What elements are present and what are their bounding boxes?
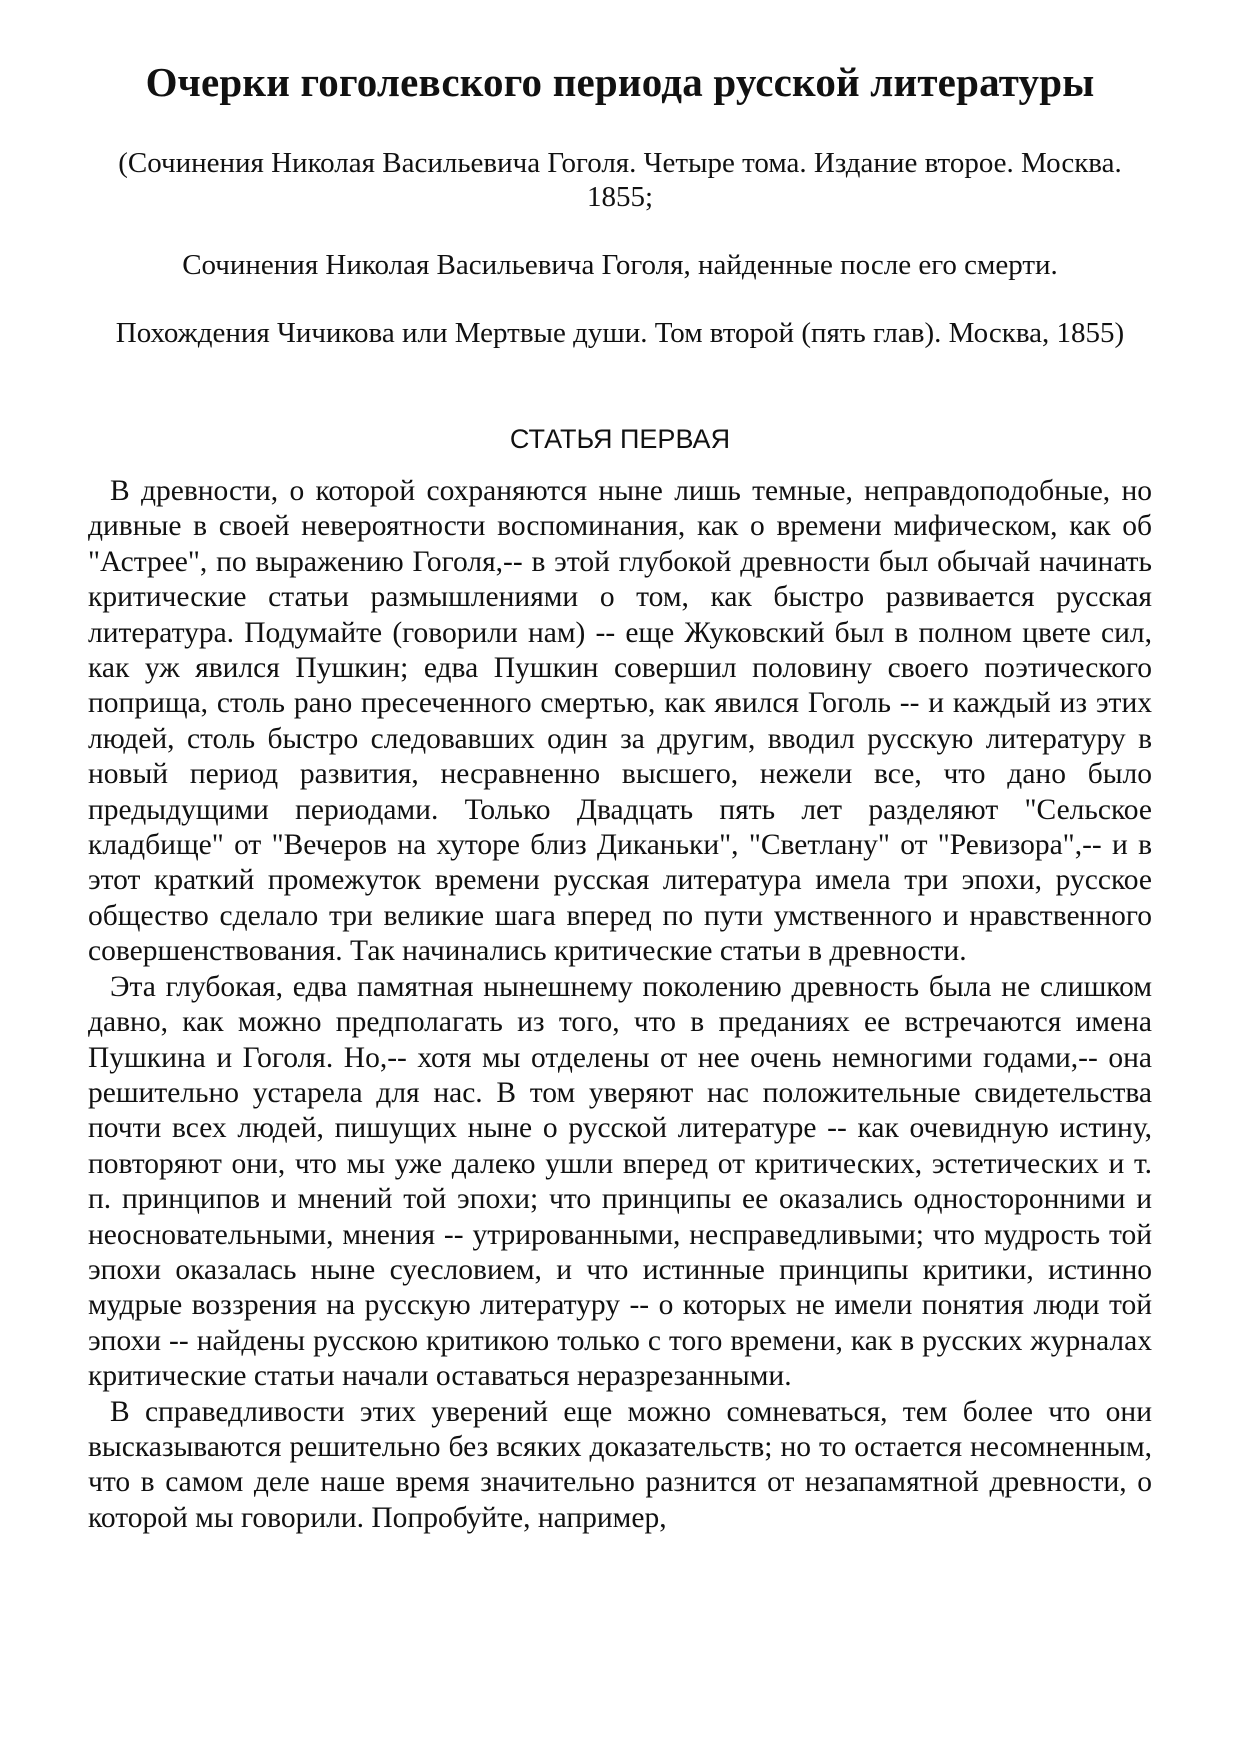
body-paragraph: В древности, о которой сохраняются ныне лишь темные, неправдоподобные, но дивные в своей невероятности воспоминания, как о времени мифическом, как об "Астрее", по выражению Гоголя,-- в этой глубокой древности был обычай начинать критические статьи размышлениями о том, как быстро развивается русская литература. Подумайте (говорили нам) -- еще Жуковский был в полном цвете сил, как уж явился Пушкин; едва Пушкин совершил половину своего поэтического поприща, столь рано пресеченного смертью, как явился Гоголь -- и каждый из этих людей, столь быстро следовавших один за другим, вводил русскую литературу в новый период развития, несравненно высшего, нежели все, что дано было предыдущими периодами. Только Двадцать пять лет разделяют "Сельское кладбище" от "Вечеров на хуторе близ Диканьки", "Светлану" от "Ревизора",-- и в этот краткий промежуток времени русская литература имела три эпохи, русское общество сделало три великие шага вперед по пути умственного и нравственного совершенствования. Так начинались критические статьи в древности. xyxy=(88,475,1152,968)
section-heading: СТАТЬЯ ПЕРВАЯ xyxy=(509,424,731,454)
article-body xyxy=(88,474,1152,1536)
source-citation: (Сочинения Николая Васильевича Гоголя. Четыре тома. Издание второе. Москва. 1855; xyxy=(118,147,1122,213)
body-paragraph: Эта глубокая, едва памятная нынешнему поколению древность была не слишком давно, как можно предполагать из того, что в преданиях ее встречаются имена Пушкина и Гоголя. Но,-- хотя мы отделены от нее очень немногими годами,-- она решительно устарела для нас. В том уверяют нас положительные свидетельства почти всех людей, пишущих ныне о русской литературе -- как очевидную истину, повторяют они, что мы уже далеко ушли вперед от критических, эстетических и т. п. принципов и мнений той эпохи; что принципы ее оказались односторонними и неосновательными, мнения -- утрированными, несправедливыми; что мудрость той эпохи оказалась ныне суесловием, и что истинные принципы критики, истинно мудрые воззрения на русскую литературу -- о которых не имели понятия люди той эпохи -- найдены русскою критикою только с того времени, как в русских журналах критические статьи начали оставаться неразрезанными. xyxy=(88,970,1152,1393)
source-citation: Сочинения Николая Васильевича Гоголя, найденные после его смерти. xyxy=(182,249,1058,281)
source-citation: Похождения Чичикова или Мертвые души. Том второй (пять глав). Москва, 1855) xyxy=(115,317,1125,349)
document-title: Очерки гоголевского периода русской литературы xyxy=(145,59,1095,105)
source-citations xyxy=(88,146,1152,350)
body-paragraph: В справедливости этих уверений еще можно сомневаться, тем более что они высказываются решительно без всяких доказательств; но то остается несомненным, что в самом деле наше время значительно разнится от незапамятной древности, о которой мы говорили. Попробуйте, например, xyxy=(88,1395,1152,1534)
